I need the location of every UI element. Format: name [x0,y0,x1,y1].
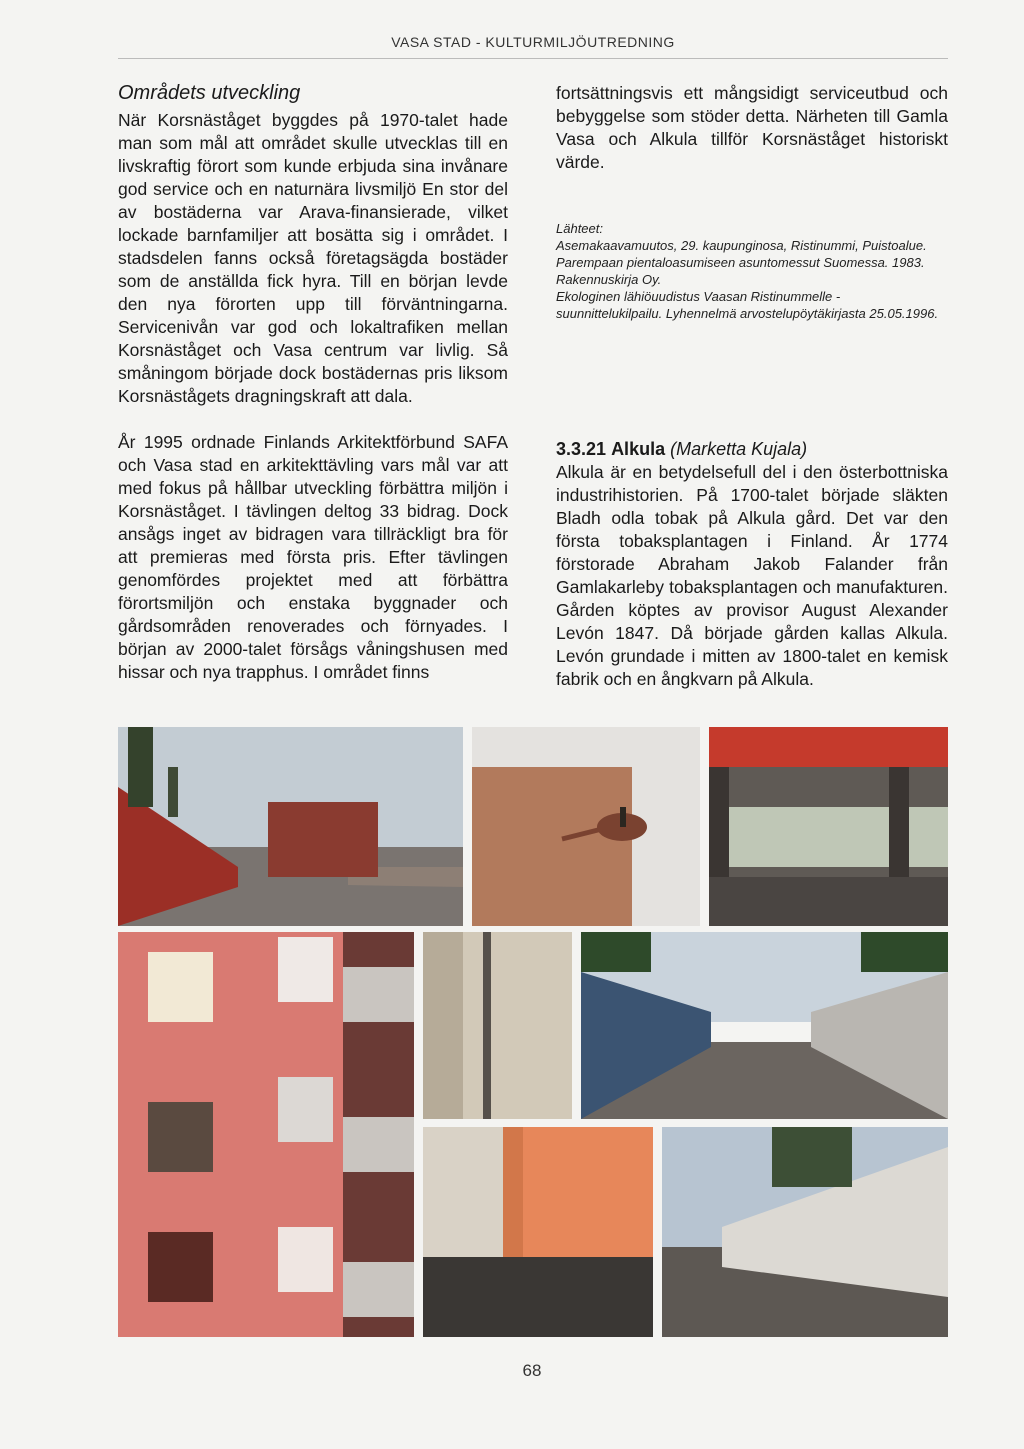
photo-covered-arcade [709,727,948,926]
left-column [118,82,508,684]
paragraph-continuation: fortsättningsvis ett mångsidigt serviceutbud och bebyggelse som stöder detta. Närheten till Gamla Vasa och Alkula tillför Korsnäståget historiskt värde. [556,83,948,172]
photo-walkway-garages [118,727,463,926]
section-number: 3.3.21 [556,439,607,459]
section-title [556,438,948,461]
header-rule [118,58,948,59]
page-number: 68 [522,1361,542,1380]
section-subheading: Områdets utveckling [118,82,301,104]
page-header: VASA STAD - KULTURMILJÖUTREDNING [391,34,675,50]
photo-pheasant-mural [472,727,700,926]
section-body: Alkula är en betydelsefull del i den österbottniska industrihistorien. På 1700-talet började släkten Bladh odla tobak på Alkula gård. Det var den första tobaksplantagen i Finland. År 1774 förstorade Abraham Jakob Falander från Gamlakarleby tobaksplantagen och manufakturen. Gården köptes av provisor August Alexander Levón 1847. Då började gården kallas Alkula. Levón grundade i mitten av 1800-talet en kemisk fabrik och en ångkvarn på Alkula. [556,462,948,689]
section-name: Alkula [611,439,666,459]
alkula-section [556,438,948,691]
paragraph-development: När Korsnäståget byggdes på 1970-talet hade man som mål att området skulle utvecklas till en livskraftig förort som kunde erbjuda sina invånare god service och en naturnära livsmiljö En stor del av bostäderna var Arava-finansierade, vilket lockade barnfamiljer att bosätta sig i området. I stadsdelen fanns också företagsägda bostäder som de anställda fick hyra. Till en början levde den nya förorten upp till förväntningarna. Servicenivån var god och lokaltrafiken mellan Korsnäståget och Vasa centrum var livlig. Så småningom började dock bostädernas pris liksom Korsnästågets dragningskraft att dala. [118,110,508,406]
photo-concrete-wall [423,932,572,1119]
reference-item: Ekologinen lähiöuudistus Vaasan Ristinummelle - suunnittelukilpailu. Lyhennelmä arvostelupöytäkirjasta 25.05.1996. [556,289,939,321]
reference-item: Parempaan pientaloasumiseen asuntomessut Suomessa. 1983. Rakennuskirja Oy. [556,255,925,287]
references [556,220,948,322]
section-author: (Marketta Kujala) [670,439,808,459]
right-column [556,82,948,174]
photo-garage-courtyard [581,932,948,1119]
paragraph-competition: År 1995 ordnade Finlands Arkitektförbund SAFA och Vasa stad en arkitekttävling vars mål var att med fokus på hållbar utveckling förbättra miljön i Korsnäståget. I tävlingen deltog 33 bidrag. Dock ansågs inget av bidragen vara tillräckligt bra för att premieras med första pris. Efter tävlingen genomfördes projektet med att förbättra förortsmiljön och enstaka byggnader och gårdsområden renoverades och förnyades. I början av 2000-talet försågs våningshusen med hissar och nya trapphus. I området finns [118,432,508,682]
references-label: Lähteet: [556,221,603,236]
photo-pink-facade [118,932,414,1337]
photo-white-garages [662,1127,948,1337]
photo-orange-grilles [423,1127,653,1337]
reference-item: Asemakaavamuutos, 29. kaupunginosa, Ristinummi, Puistoalue. [556,238,927,253]
